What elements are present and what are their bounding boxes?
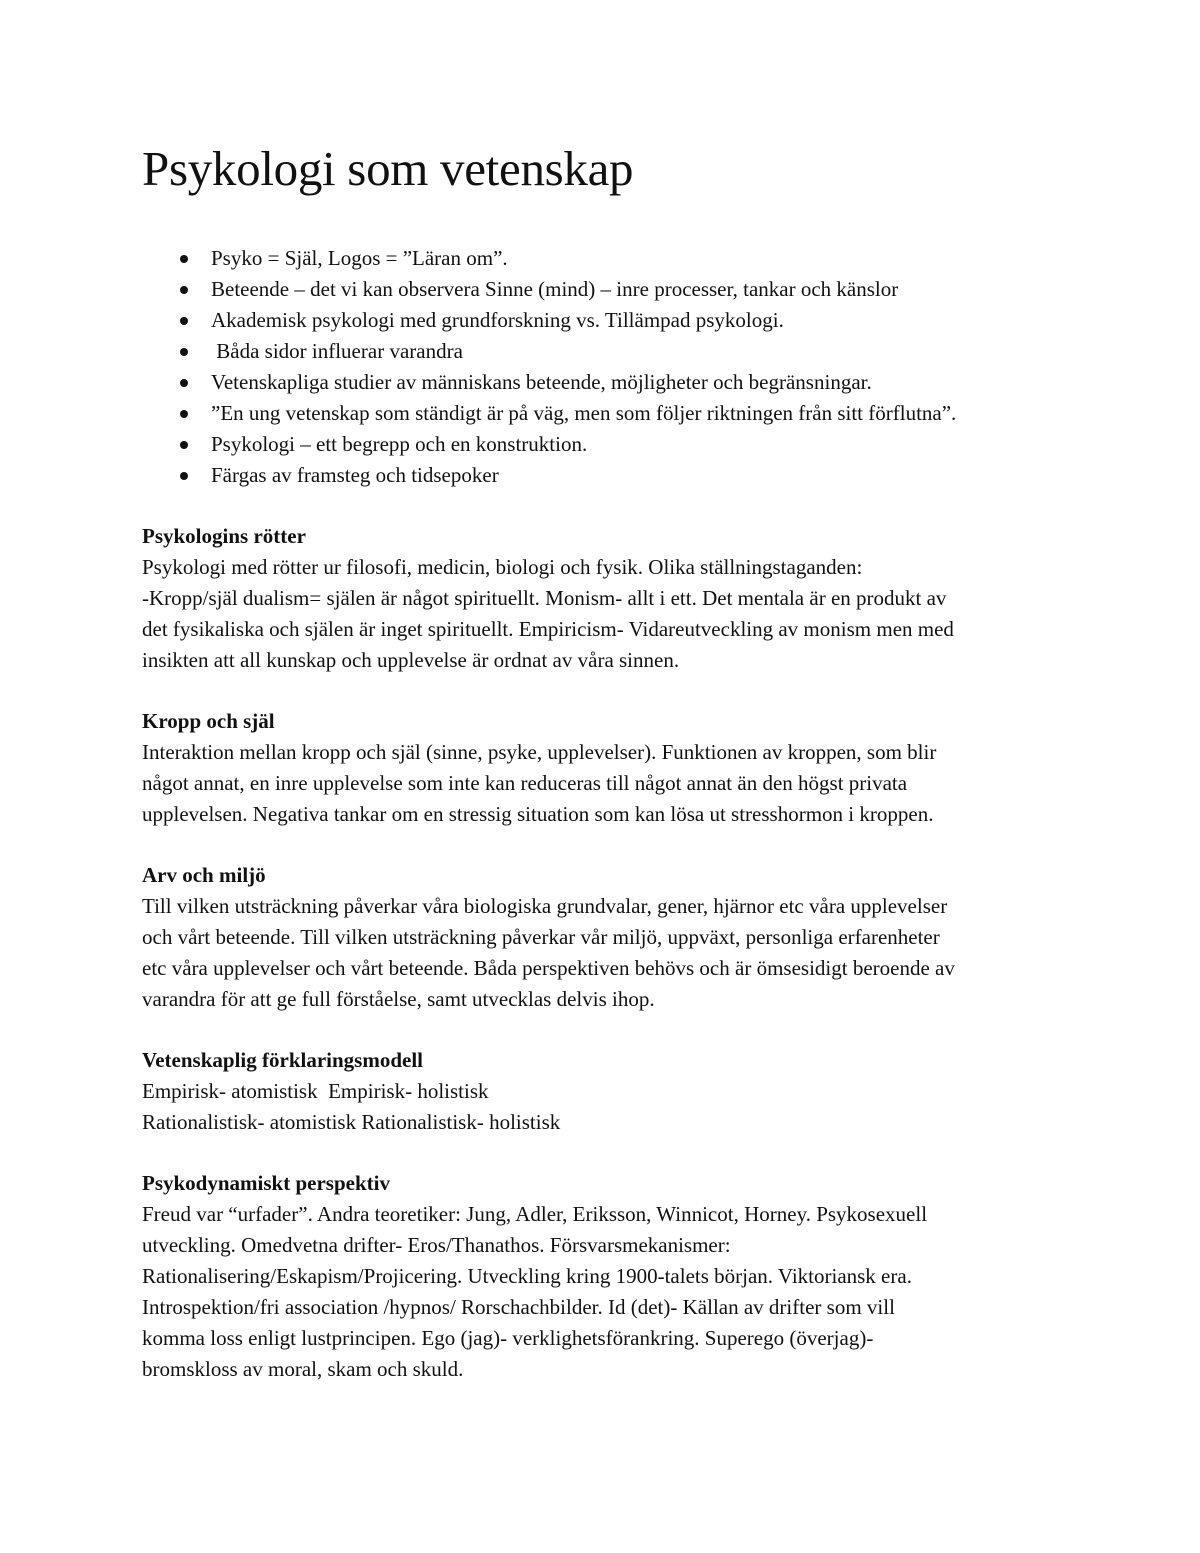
paragraph-line: etc våra upplevelser och vårt beteende. Båda perspektiven behövs och är ömsesidigt beroende av bbox=[142, 955, 955, 980]
section-heading: Psykodynamiskt perspektiv bbox=[142, 1170, 390, 1195]
section-psykologins-rotter bbox=[142, 521, 1072, 676]
document-title: Psykologi som vetenskap bbox=[142, 141, 634, 196]
list-item: Vetenskapliga studier av människans beteende, möjligheter och begränsningar. bbox=[180, 367, 1072, 398]
paragraph-line: Interaktion mellan kropp och själ (sinne, psyke, upplevelser). Funktionen av kroppen, som blir bbox=[142, 739, 937, 764]
paragraph-line: -Kropp/själ dualism= själen är något spirituellt. Monism- allt i ett. Det mentala är en produkt av bbox=[142, 585, 947, 610]
paragraph-line: Rationalistisk- atomistisk Rationalistisk- holistisk bbox=[142, 1109, 561, 1134]
list-item: Psykologi – ett begrepp och en konstruktion. bbox=[180, 429, 1072, 460]
section-vetenskaplig-forklaringsmodell bbox=[142, 1045, 1072, 1138]
section-arv-och-miljo bbox=[142, 860, 1072, 1015]
paragraph-line: komma loss enligt lustprincipen. Ego (jag)- verklighetsförankring. Superego (överjag)- bbox=[142, 1325, 874, 1350]
paragraph-line: Introspektion/fri association /hypnos/ Rorschachbilder. Id (det)- Källan av drifter som vill bbox=[142, 1294, 895, 1319]
section-kropp-och-sjal bbox=[142, 706, 1072, 830]
paragraph-line: Psykologi med rötter ur filosofi, medicin, biologi och fysik. Olika ställningstaganden: bbox=[142, 554, 863, 579]
list-item: Akademisk psykologi med grundforskning vs. Tillämpad psykologi. bbox=[180, 305, 1072, 336]
paragraph-line: Rationalisering/Eskapism/Projicering. Utveckling kring 1900-talets början. Viktoriansk era. bbox=[142, 1263, 912, 1288]
bullet-icon bbox=[180, 441, 188, 449]
bullet-icon bbox=[180, 317, 188, 325]
bullet-icon bbox=[180, 472, 188, 480]
list-item: Båda sidor influerar varandra bbox=[180, 336, 1072, 367]
bullet-icon bbox=[180, 379, 188, 387]
section-heading: Vetenskaplig förklaringsmodell bbox=[142, 1047, 423, 1072]
document-page bbox=[142, 140, 1072, 1385]
list-item: ”En ung vetenskap som ständigt är på väg, men som följer riktningen från sitt förflutna”. bbox=[180, 398, 1072, 429]
section-heading: Psykologins rötter bbox=[142, 523, 306, 548]
list-item: Psyko = Själ, Logos = ”Läran om”. bbox=[180, 243, 1072, 274]
list-item: Beteende – det vi kan observera Sinne (mind) – inre processer, tankar och känslor bbox=[180, 274, 1072, 305]
bullet-icon bbox=[180, 286, 188, 294]
paragraph-line: och vårt beteende. Till vilken utsträckning påverkar vår miljö, uppväxt, personliga erfarenheter bbox=[142, 924, 940, 949]
paragraph-line: upplevelsen. Negativa tankar om en stressig situation som kan lösa ut stresshormon i kroppen. bbox=[142, 801, 934, 826]
paragraph-line: utveckling. Omedvetna drifter- Eros/Thanathos. Försvarsmekanismer: bbox=[142, 1232, 731, 1257]
paragraph-line: det fysikaliska och själen är inget spirituellt. Empiricism- Vidareutveckling av monism men med bbox=[142, 616, 954, 641]
paragraph-line: bromskloss av moral, skam och skuld. bbox=[142, 1356, 464, 1381]
bullet-icon bbox=[180, 410, 188, 418]
paragraph-line: varandra för att ge full förståelse, samt utvecklas delvis ihop. bbox=[142, 986, 655, 1011]
paragraph-line: något annat, en inre upplevelse som inte kan reduceras till något annat än den högst privata bbox=[142, 770, 908, 795]
section-heading: Arv och miljö bbox=[142, 862, 266, 887]
section-psykodynamiskt-perspektiv bbox=[142, 1168, 1072, 1385]
bullet-icon bbox=[180, 255, 188, 263]
paragraph-line: Freud var “urfader”. Andra teoretiker: Jung, Adler, Eriksson, Winnicot, Horney. Psykosexuell bbox=[142, 1201, 928, 1226]
paragraph-line: insikten att all kunskap och upplevelse är ordnat av våra sinnen. bbox=[142, 647, 680, 672]
bullet-icon bbox=[180, 348, 188, 356]
section-heading: Kropp och själ bbox=[142, 708, 275, 733]
list-item: Färgas av framsteg och tidsepoker bbox=[180, 460, 1072, 491]
paragraph-line: Till vilken utsträckning påverkar våra biologiska grundvalar, gener, hjärnor etc våra upplevelser bbox=[142, 893, 948, 918]
paragraph-line: Empirisk- atomistisk Empirisk- holistisk bbox=[142, 1078, 489, 1103]
bullet-list bbox=[180, 243, 1072, 491]
